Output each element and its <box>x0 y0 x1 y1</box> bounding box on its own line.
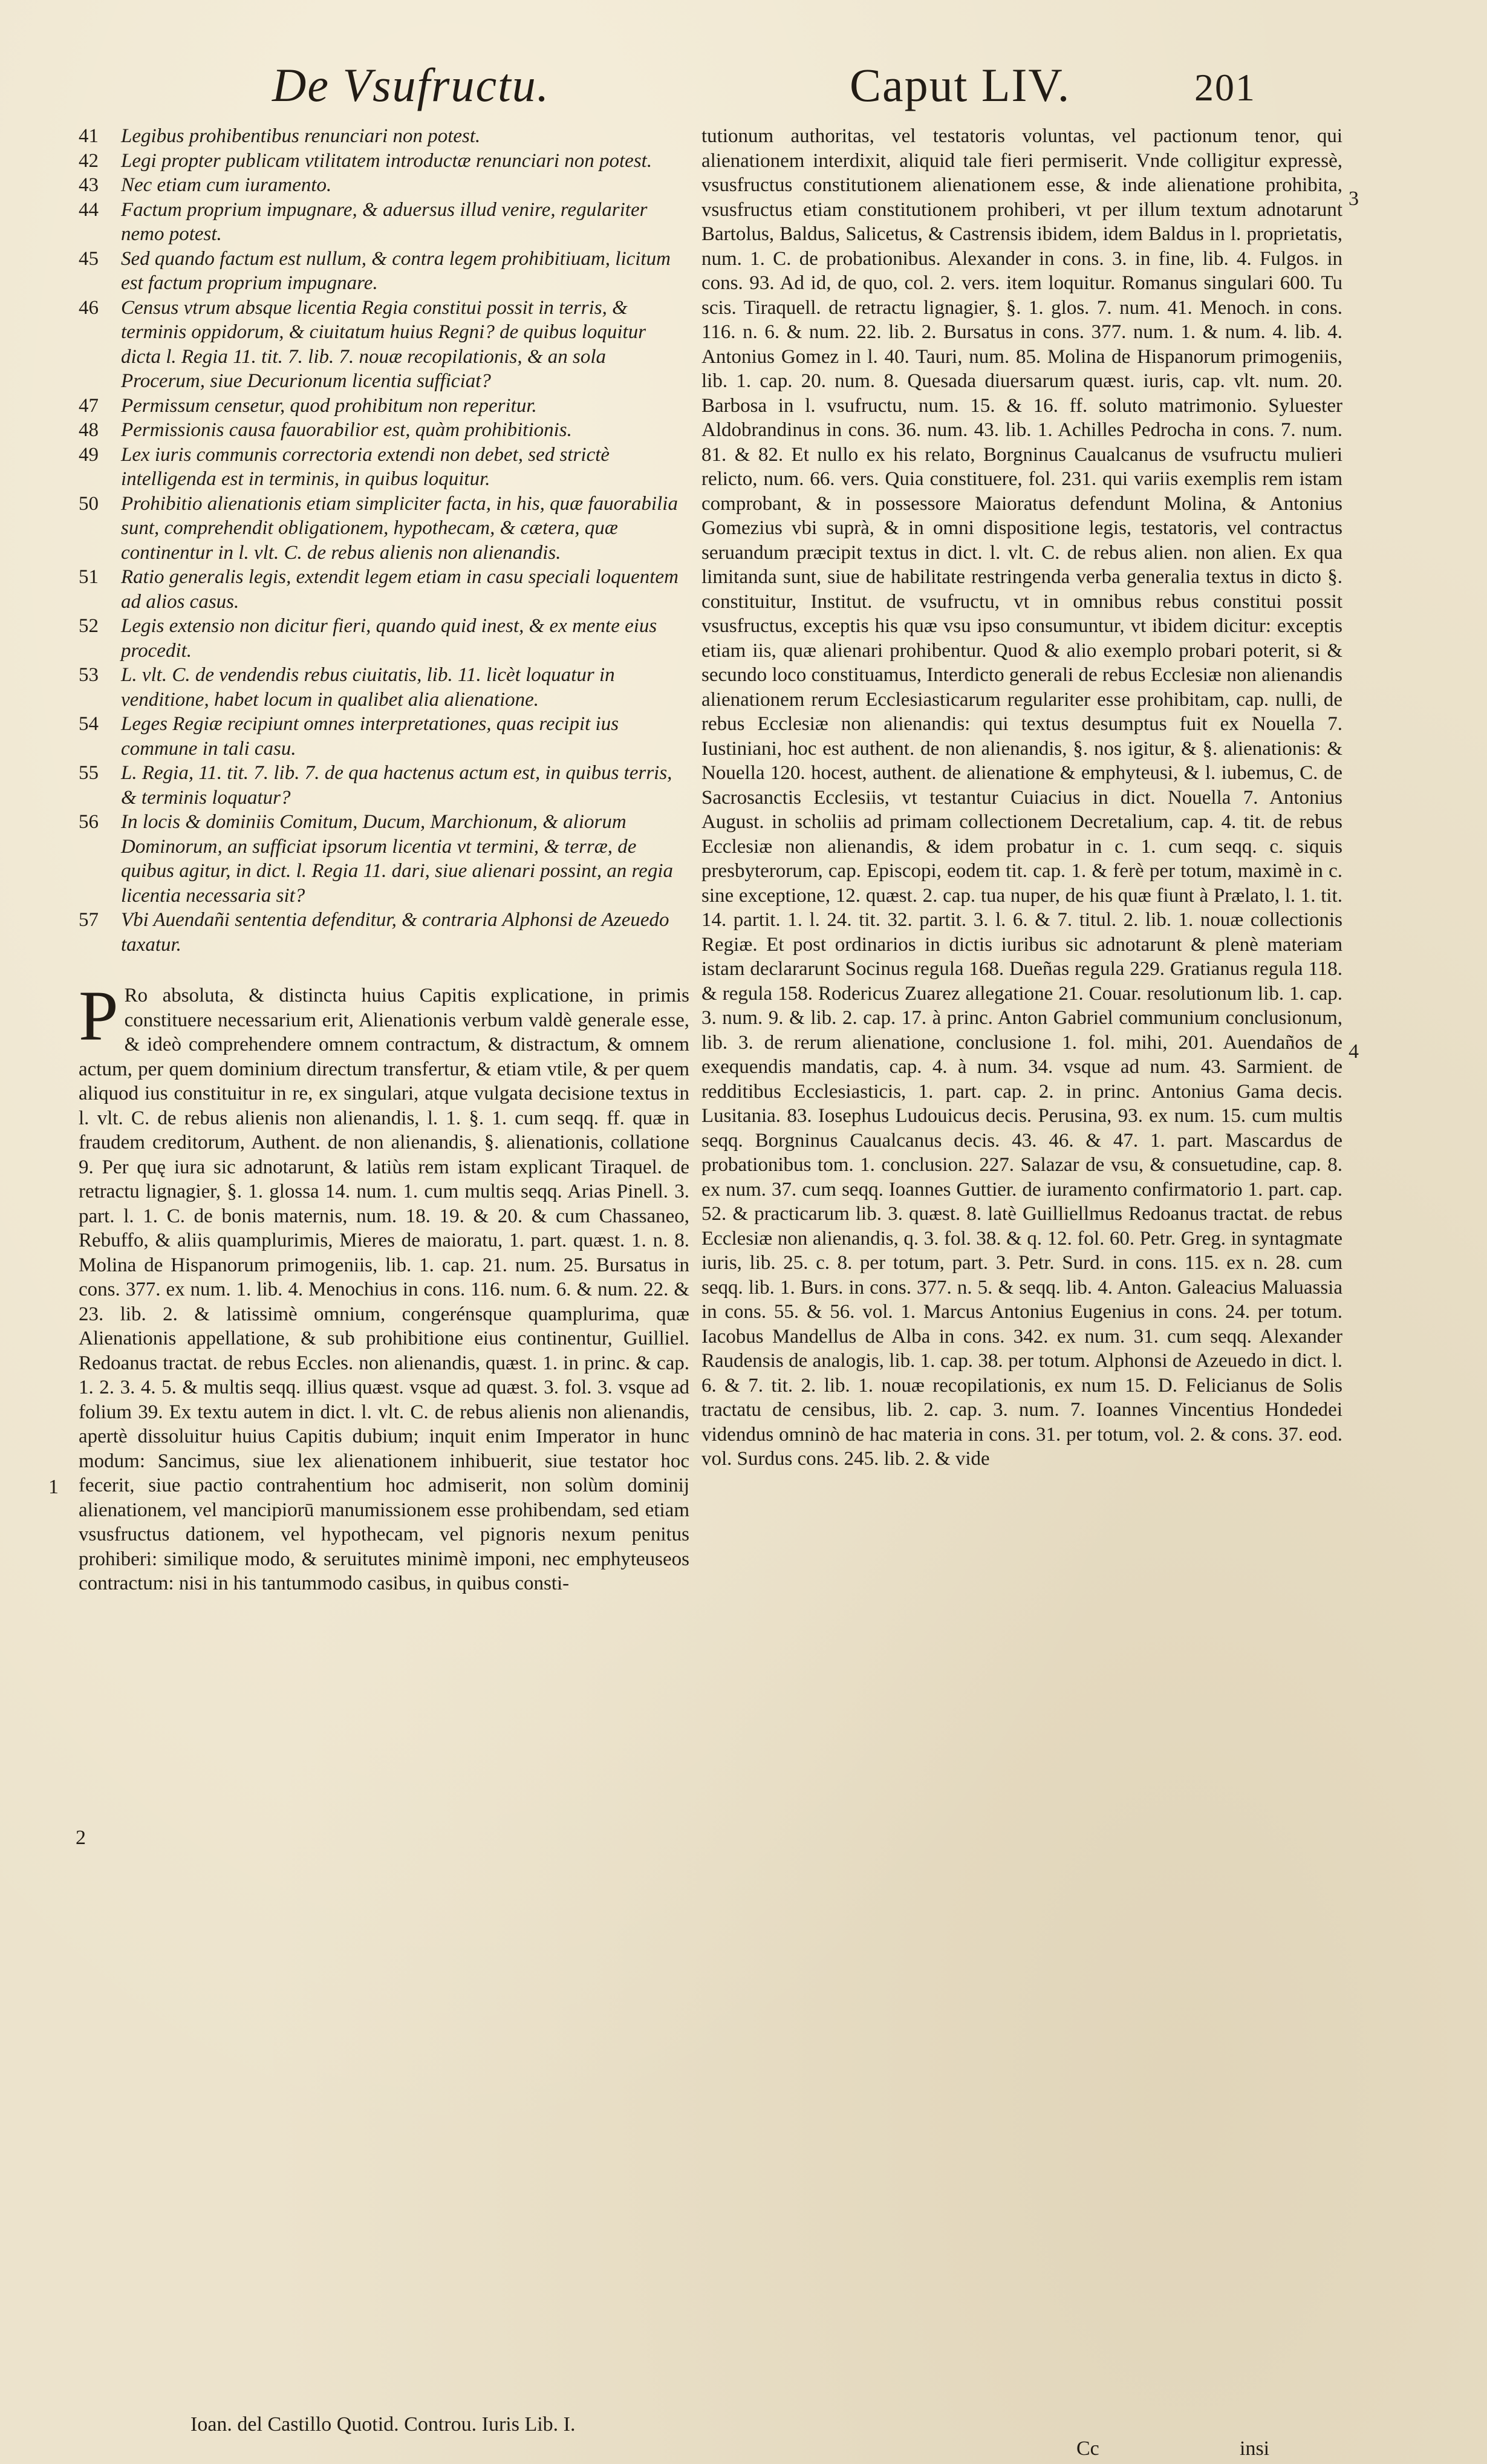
summary-item <box>79 149 689 174</box>
summary-text: Permissionis causa fauorabilior est, quàm prohibitionis. <box>121 419 572 441</box>
signature-mark: Cc <box>1076 2437 1099 2460</box>
right-body-paragraph <box>701 124 1342 1472</box>
summary-item <box>79 296 689 394</box>
summary-item <box>79 418 689 443</box>
summary-number: 50 <box>79 492 99 515</box>
summary-text: L. Regia, 11. tit. 7. lib. 7. de qua hactenus actum est, in quibus terris, & terminis loquatur? <box>121 762 672 809</box>
summary-text: Factum proprium impugnare, & aduersus illud venire, regulariter nemo potest. <box>121 198 648 245</box>
summary-item <box>79 173 689 198</box>
summary-text: Vbi Auendañi sententia defenditur, & contraria Alphonsi de Azeuedo taxatur. <box>121 909 669 956</box>
chapter-title: Caput LIV. <box>850 59 1071 111</box>
summary-text: Legi propter publicam vtilitatem introductæ renunciari non potest. <box>121 149 652 172</box>
summary-number: 51 <box>79 566 99 588</box>
summary-number: 49 <box>79 443 99 466</box>
summary-number: 44 <box>79 198 99 221</box>
running-title: De Vsufructu. <box>272 59 550 111</box>
right-body-text: tutionum authoritas, vel testatoris voluntas, vel pactionum tenor, qui alienationem interdixit, aliquid tale fieri permiserit. Vnde colligitur expressè, vsusfructus constitutionem alienationem esse, & inde alienatione prohibita, vsusfructus etiam constitutionem prohiberi, vt per illum textum adnotarunt Bartolus, Baldus, Salicetus, & Castrensis ibidem, idem Baldus in l. proprietatis, num. 1. C. de probationibus. Alexander in cons. 3. in fine, lib. 4. Fulgos. in cons. 93. Ad id, de quo, col. 2. vers. item loquitur. Romanus singulari 600. Tu scis. Tiraquell. de retractu lignagier, §. 1. glos. 7. num. 41. Menoch. in cons. 116. n. 6. & num. 22. lib. 2. Bursatus in cons. 377. num. 1. & num. 4. lib. 4. Antonius Gomez in l. 40. Tauri, num. 85. Molina de Hispanorum primogeniis, lib. 1. cap. 20. num. 8. Quesada diuersarum quæst. iuris, cap. vlt. num. 20. Barbosa in l. vsufructu, num. 15. & 16. ff. soluto matrimonio. Syluester Aldobrandinus in cons. 36. num. 43. lib. 1. Achilles Pedrocha in cons. 7. num. 81. & 82. Et nullo ex his relato, Borgninus Caualcanus de vsufructu mulieri relicto, num. 66. vers. Quia constituere, fol. 231. qui variis exemplis rem istam comprobant, & in possessore Maioratus defendunt Molina, & Antonius Gomezius vbi suprà, & in omni dispositione legis, testatoris, vel contractus seruandum præcipit textus in dict. l. vlt. C. de rebus alien. non alien. Ex qua limitanda sunt, siue de habilitate restringenda verba generalia textus in dicto §. constituitur, Institut. de vsufructu, vt in omnibus rebus constitui possit vsusfructus, exceptis his quæ vsu ipso consumuntur, vt ibidem dicitur: exceptis etiam iis, quæ alienari prohibentur. Quod & alio exemplo probari poterit, si & secundo loco constituamus, Interdicto generali de rebus Ecclesiæ non alienandis alienationem rerum Ecclesiasticarum regulariter esse prohibitam, cap. nulli, de rebus Ecclesiæ non alienandis: qui textus desumptus fuit ex Nouella 7. Iustiniani, hoc est authent. de non alienandis, §. nos igitur, & §. alienationis: & Nouella 120. hocest, authent. de alienatione & emphyteusi, & l. iubemus, C. de Sacrosanctis Ecclesiis, vt testantur Cuiacius in dict. Nouella 7. Antonius August. in scholiis ad primam collectionem Decretalium, cap. 4. tit. de rebus Ecclesiæ non alienandis, & idem probatur in c. 1. cum seqq. c. siquis presbyterorum, cap. Episcopi, eodem tit. cap. 1. & ferè per totum, maximè in c. sine exceptione, 12. quæst. 2. cap. tua nuper, de his quæ fiunt à Prælato, l. 1. tit. 14. partit. 1. l. 24. tit. 32. partit. 3. l. 6. & 7. titul. 2. lib. 1. nouæ collectionis Regiæ. Et post ordinarios in dictis iuribus sic adnotarunt & plenè materiam istam declararunt Socinus regula 168. Dueñas regula 229. Gratianus regula 118. & regula 158. Rodericus Zuarez allegatione 21. Couar. resolutionum lib. 1. cap. 3. num. 9. & lib. 2. cap. 17. à princ. Anton Gabriel communium conclusionum, lib. 3. de rerum alienatione, conclusione 1. fol. mihi, 201. Auendaños de exequendis mandatis, cap. 4. à num. 34. vsque ad num. 43. Sarmient. de redditibus Ecclesiasticis, 1. part. cap. 2. in princ. Antonius Gama decis. Lusitania. 83. Iosephus Ludouicus decis. Perusina, 93. ex num. 15. cum multis seqq. Borgninus Caualcanus decis. 43. 46. & 47. 1. part. Mascardus de probationibus tom. 1. conclusion. 227. Salazar de vsu, & consuetudine, cap. 8. ex num. 37. cum seqq. Ioannes Guttier. de iuramento confirmatorio 1. part. cap. 52. & practicarum lib. 3. quæst. 8. latè Guilliellmus Redoanus tractat. de rebus Ecclesiæ non alienandis, q. 3. fol. 38. & q. 12. fol. 60. Petr. Greg. in syntagmate iuris, lib. 25. c. 8. per totum, part. 3. Petr. Surd. in cons. 115. ex n. 28. cum seqq. lib. 1. Burs. in cons. 377. n. 5. & seqq. lib. 4. Anton. Galeacius Maluassia in cons. 55. & 56. vol. 1. Marcus Antonius Eugenius in cons. 24. per totum. Iacobus Mandellus de Alba in cons. 342. ex num. 31. cum seqq. Alexander Raudensis de analogis, lib. 1. cap. 38. per totum. Alphonsi de Azeuedo in dict. l. 6. & 7. tit. 2. lib. 1. nouæ recopilationis, ex num 15. D. Felicianus de Solis tractatu de censibus, lib. 2. cap. 3. num. 7. Ioannes Vincentius Hondedei videndus omninò de hac materia in cons. 31. per totum, vol. 2. & cons. 37. eod. vol. Surdus cons. 245. lib. 2. & vide <box>701 125 1342 1470</box>
margin-number: 4 <box>1349 1040 1359 1063</box>
summary-text: Lex iuris communis correctoria extendi non debet, sed strictè intelligenda est in terminis, in quibus loquitur. <box>121 443 610 490</box>
summary-text: Sed quando factum est nullum, & contra legem prohibitiuam, licitum est factum proprium impugnare. <box>121 247 671 294</box>
summary-number: 53 <box>79 664 99 686</box>
summary-item <box>79 663 689 712</box>
summary-text: Legibus prohibentibus renunciari non potest. <box>121 125 481 147</box>
summary-item <box>79 247 689 296</box>
summary-text: Legis extensio non dicitur fieri, quando quid inest, & ex mente eius procedit. <box>121 615 657 662</box>
summary-number: 57 <box>79 909 99 931</box>
summary-item <box>79 810 689 908</box>
margin-number: 1 <box>48 1476 59 1498</box>
summary-item <box>79 908 689 957</box>
summary-item <box>79 394 689 419</box>
summary-number: 47 <box>79 394 99 417</box>
summary-text: Nec etiam cum iuramento. <box>121 174 332 196</box>
summary-text: L. vlt. C. de vendendis rebus ciuitatis, lib. 11. licèt loquatur in venditione, habet locum in qualibet alia alienatione. <box>121 664 615 711</box>
margin-number: 2 <box>76 1827 86 1849</box>
margin-number: 3 <box>1349 187 1359 210</box>
summary-item <box>79 761 689 810</box>
summary-item <box>79 443 689 492</box>
summary-number: 54 <box>79 713 99 735</box>
left-body-text: Ro absoluta, & distincta huius Capitis explicatione, in primis constituere necessarium erit, Alienationis verbum valdè generale esse, & ideò comprehendere omnem contractum, & distractum, & omnem actum, per quem dominium directum transfertur, & etiam vtile, & per quem aliquod ius constituitur in re, ex singulari, atque vulgata decisione textus in l. vlt. C. de rebus alienis non alienandis, l. 1. §. 1. cum seqq. ff. quæ in fraudem creditorum, Authent. de non alienandis, §. alienationis, collatione 9. Per quę iura sic adnotarunt, & latiùs rem istam explicant Tiraquel. de retractu lignagier, §. 1. glossa 14. num. 1. cum multis seqq. Arias Pinell. 3. part. l. 1. C. de bonis maternis, num. 18. 19. & 20. & cum Chassaneo, Rebuffo, & aliis quamplurimis, Mieres de maioratu, 1. part. quæst. 1. n. 8. Molina de Hispanorum primogeniis, lib. 1. cap. 21. num. 25. Bursatus in cons. 377. ex num. 1. lib. 4. Menochius in cons. 116. num. 6. & num. 22. & 23. lib. 2. & latissimè omnium, congerénsque quamplurima, quæ Alienationis appellatione, & sub prohibitione eius continentur, Guilliel. Redoanus tractat. de rebus Eccles. non alienandis, quæst. 1. in princ. & cap. 1. 2. 3. 4. 5. & multis seqq. illius quæst. vsque ad quæst. 3. fol. 3. vsque ad folium 39. Ex textu autem in dict. l. vlt. C. de rebus alienis non alienandis, apertè dissoluitur huius Capitis dubium; inquit enim Imperator in hunc modum: Sancimus, siue lex alienationem inhibuerit, siue testator hoc fecerit, siue pactio contrahentium hoc admiserit, non solùm dominij alienationem, vel mancipiorū manumissionem esse prohibendam, sed etiam vsusfructus dationem, vel hypothecam, vel pignoris nexum penitus prohiberi: similique modo, & seruitutes minimè imponi, nec emphyteuseos contractum: nisi in his tantummodo casibus, in quibus consti- <box>79 985 689 1594</box>
summary-text: Ratio generalis legis, extendit legem etiam in casu speciali loquentem ad alios casus. <box>121 566 678 613</box>
summary-item <box>79 614 689 663</box>
summary-list <box>79 124 689 957</box>
summary-number: 43 <box>79 174 99 196</box>
summary-number: 56 <box>79 811 99 833</box>
summary-item <box>79 492 689 565</box>
right-column <box>701 124 1342 1472</box>
summary-item <box>79 198 689 247</box>
left-column <box>79 124 689 1596</box>
summary-number: 52 <box>79 615 99 637</box>
summary-number: 42 <box>79 149 99 172</box>
summary-number: 45 <box>79 247 99 270</box>
summary-item <box>79 124 689 149</box>
summary-number: 41 <box>79 125 99 147</box>
summary-number: 48 <box>79 419 99 441</box>
page-number: 201 <box>1194 66 1256 109</box>
footer-signature-line: Ioan. del Castillo Quotid. Controu. Iuris Lib. I. <box>190 2413 576 2436</box>
summary-number: 46 <box>79 296 99 319</box>
summary-text: Permissum censetur, quod prohibitum non reperitur. <box>121 394 537 417</box>
summary-item <box>79 712 689 761</box>
summary-text: Leges Regiæ recipiunt omnes interpretationes, quas recipit ius commune in tali casu. <box>121 713 619 760</box>
summary-text: Census vtrum absque licentia Regia constitui possit in terris, & terminis oppidorum, & ciuitatum huius Regni? de quibus loquitur dicta l. Regia 11. tit. 7. lib. 7. nouæ recopilationis, & an sola Procerum, siue Decurionum licentia sufficiat? <box>121 296 646 392</box>
left-body-paragraph <box>79 976 689 1596</box>
summary-item <box>79 565 689 614</box>
catchword: insi <box>1240 2437 1270 2460</box>
drop-cap: P <box>79 976 119 1055</box>
summary-number: 55 <box>79 762 99 784</box>
summary-text: In locis & dominiis Comitum, Ducum, Marchionum, & aliorum Dominorum, an sufficiat ipsorum licentia vt termini, & terræ, de quibus agitur, in dict. l. Regia 11. dari, siue alienari possint, an regia licentia necessaria sit? <box>121 811 673 907</box>
summary-text: Prohibitio alienationis etiam simpliciter facta, in his, quæ fauorabilia sunt, comprehendit obligationem, hypothecam, & cætera, quæ continentur in l. vlt. C. de rebus alienis non alienandis. <box>121 492 678 564</box>
